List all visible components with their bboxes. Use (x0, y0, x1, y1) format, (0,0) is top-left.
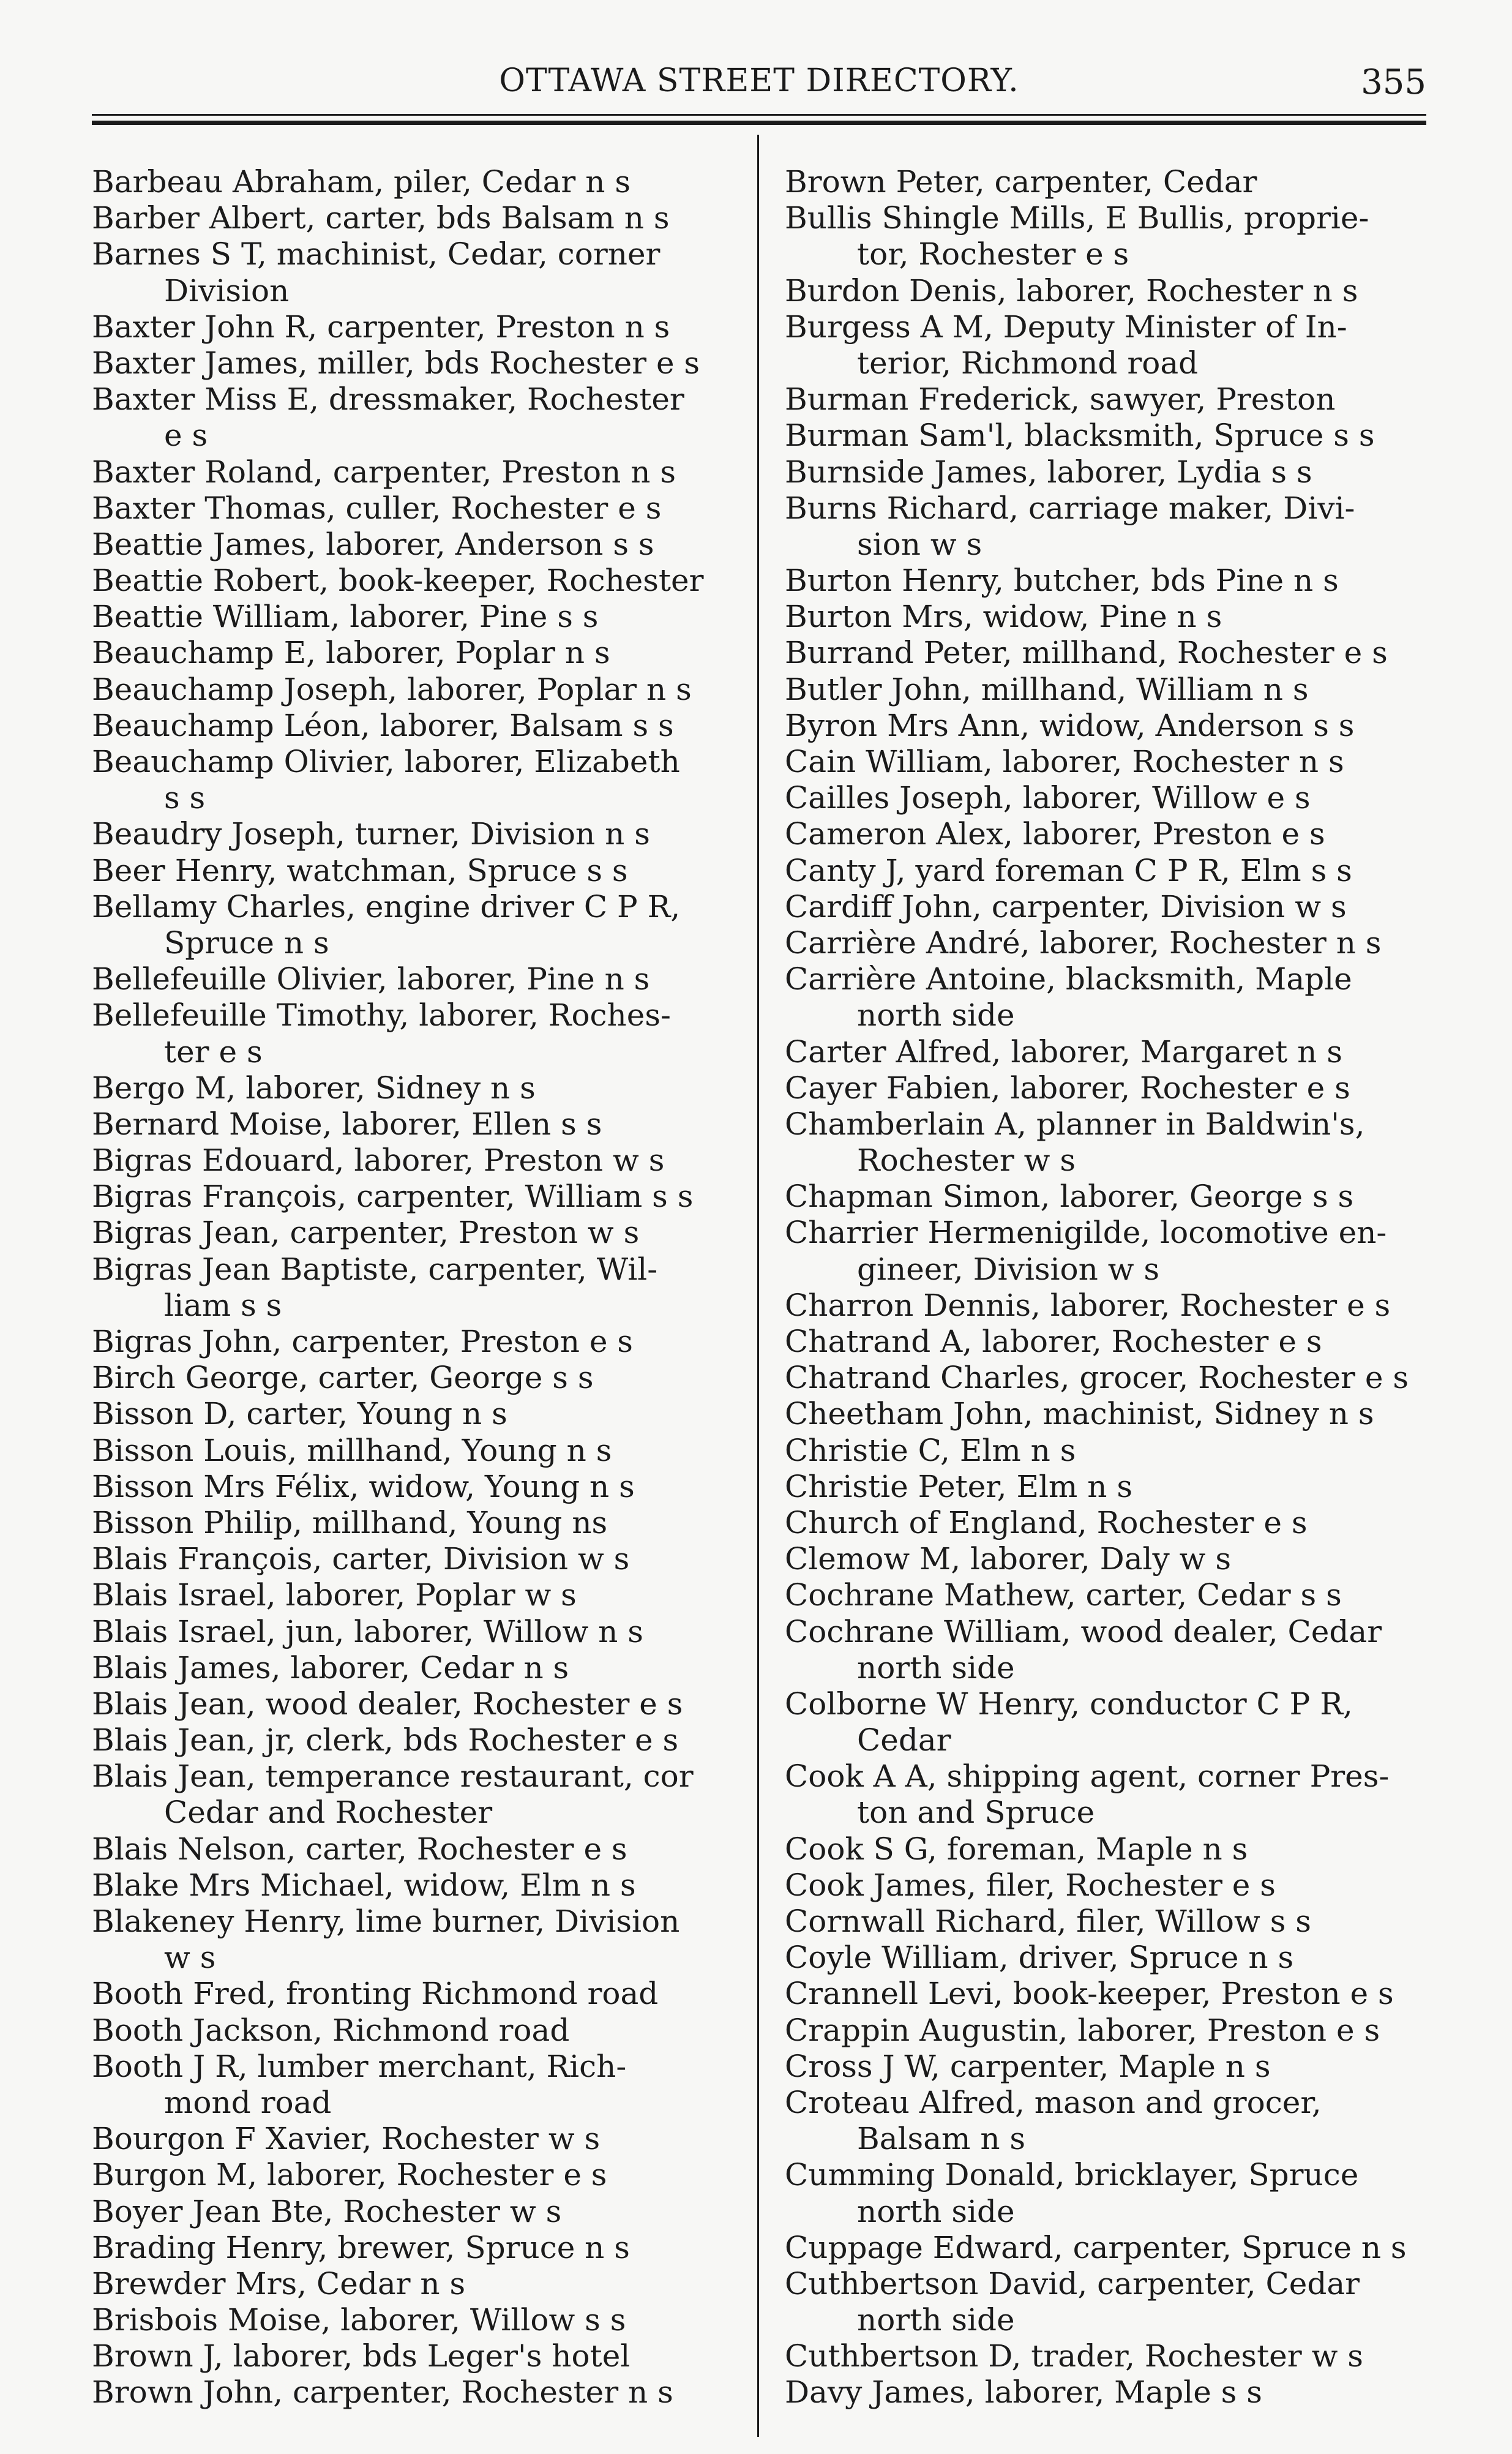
directory-entry-line: Burgess A M, Deputy Minister of In- (785, 309, 1347, 345)
directory-entry-line: Beattie William, laborer, Pine s s (92, 599, 599, 635)
entry-continuation-line: north side (857, 1649, 1015, 1686)
directory-entry-line: Brown Peter, carpenter, Cedar (785, 164, 1257, 200)
directory-entry-line: Cornwall Richard, filer, Willow s s (785, 1904, 1311, 1939)
directory-entry-line: Bernard Moise, laborer, Ellen s s (92, 1106, 602, 1142)
directory-entry-line: Brown J, laborer, bds Leger's hotel (92, 2338, 631, 2374)
directory-entry-line: Cailles Joseph, laborer, Willow e s (785, 780, 1311, 816)
directory-entry-line: Coyle William, driver, Spruce n s (785, 1940, 1294, 1976)
directory-entry-line: Barbeau Abraham, piler, Cedar n s (92, 164, 631, 200)
directory-entry-line: Burgon M, laborer, Rochester e s (92, 2157, 607, 2193)
directory-entry-line: Burrand Peter, millhand, Rochester e s (785, 635, 1388, 671)
entry-continuation-line: north side (857, 2193, 1015, 2229)
directory-entry-line: Baxter James, miller, bds Rochester e s (92, 345, 700, 381)
directory-entry-line: Beattie James, laborer, Anderson s s (92, 526, 654, 562)
directory-entry-line: Burman Sam'l, blacksmith, Spruce s s (785, 418, 1375, 454)
directory-entry-line: Blais James, laborer, Cedar n s (92, 1649, 569, 1686)
directory-entry-line: Baxter John R, carpenter, Preston n s (92, 309, 670, 345)
entry-continuation-line: w s (164, 1940, 216, 1976)
directory-entry-line: Bigras Jean, carpenter, Preston w s (92, 1215, 640, 1251)
directory-entry-line: Beer Henry, watchman, Spruce s s (92, 852, 628, 888)
entry-continuation-line: ton and Spruce (857, 1795, 1095, 1831)
directory-entry-line: Cuppage Edward, carpenter, Spruce n s (785, 2229, 1407, 2265)
directory-entry-line: Burton Mrs, widow, Pine n s (785, 599, 1222, 635)
entry-continuation-line: terior, Richmond road (857, 345, 1199, 381)
directory-entry-line: Cook James, filer, Rochester e s (785, 1867, 1276, 1903)
entry-continuation-line: north side (857, 997, 1015, 1034)
header-rule-thin (92, 114, 1426, 116)
directory-entry-line: Burton Henry, butcher, bds Pine n s (785, 563, 1339, 599)
directory-entry-line: Burnside James, laborer, Lydia s s (785, 454, 1312, 490)
directory-entry-line: Bellefeuille Olivier, laborer, Pine n s (92, 961, 650, 997)
entry-continuation-line: e s (164, 418, 208, 454)
directory-entry-line: Cuthbertson David, carpenter, Cedar (785, 2265, 1360, 2302)
directory-entry-line: Birch George, carter, George s s (92, 1360, 594, 1396)
directory-entry-line: Cuthbertson D, trader, Rochester w s (785, 2338, 1363, 2374)
directory-entry-line: Blais Jean, wood dealer, Rochester e s (92, 1686, 683, 1722)
directory-entry-line: Bigras François, carpenter, William s s (92, 1179, 694, 1215)
running-title: OTTAWA STREET DIRECTORY. (499, 62, 1019, 99)
entry-continuation-line: Balsam n s (857, 2121, 1026, 2157)
directory-entry-line: Bourgon F Xavier, Rochester w s (92, 2121, 601, 2157)
directory-entry-line: Beaudry Joseph, turner, Division n s (92, 816, 650, 852)
directory-entry-line: Beauchamp Léon, laborer, Balsam s s (92, 707, 674, 743)
directory-entry-line: Bisson Mrs Félix, widow, Young n s (92, 1468, 635, 1504)
directory-entry-line: Barber Albert, carter, bds Balsam n s (92, 200, 670, 236)
directory-entry-line: Barnes S T, machinist, Cedar, corner (92, 236, 661, 272)
directory-entry-line: Blais Nelson, carter, Rochester e s (92, 1831, 627, 1867)
directory-entry-line: Clemow M, laborer, Daly w s (785, 1541, 1232, 1577)
directory-entry-line: Colborne W Henry, conductor C P R, (785, 1686, 1353, 1722)
directory-entry-line: Booth Fred, fronting Richmond road (92, 1976, 659, 2012)
page-header (92, 56, 1426, 105)
entry-continuation-line: gineer, Division w s (857, 1251, 1160, 1287)
entry-continuation-line: Division (164, 272, 290, 309)
directory-entry-line: Chatrand Charles, grocer, Rochester e s (785, 1360, 1409, 1396)
directory-entry-line: Beattie Robert, book-keeper, Rochester (92, 563, 704, 599)
header-rule-thick (92, 121, 1426, 125)
directory-entry-line: Blais François, carter, Division w s (92, 1541, 630, 1577)
entry-continuation-line: s s (164, 780, 206, 816)
entry-continuation-line: mond road (164, 2084, 332, 2120)
directory-entry-line: Brisbois Moise, laborer, Willow s s (92, 2302, 626, 2338)
directory-entry-line: Church of England, Rochester e s (785, 1504, 1308, 1540)
directory-entry-line: Carrière Antoine, blacksmith, Maple (785, 961, 1352, 997)
directory-entry-line: Cook S G, foreman, Maple n s (785, 1831, 1248, 1867)
directory-entry-line: Bisson D, carter, Young n s (92, 1396, 507, 1432)
directory-entry-line: Beauchamp Joseph, laborer, Poplar n s (92, 671, 692, 707)
directory-entry-line: Croteau Alfred, mason and grocer, (785, 2084, 1322, 2120)
directory-entry-line: Blais Jean, jr, clerk, bds Rochester e s (92, 1722, 679, 1758)
left-column (92, 164, 735, 2411)
directory-entry-line: Cayer Fabien, laborer, Rochester e s (785, 1070, 1350, 1106)
directory-entry-line: Brown John, carpenter, Rochester n s (92, 2374, 673, 2411)
directory-entry-line: Burdon Denis, laborer, Rochester n s (785, 272, 1358, 309)
directory-entry-line: Blais Israel, jun, laborer, Willow n s (92, 1613, 643, 1649)
directory-entry-line: Bullis Shingle Mills, E Bullis, proprie- (785, 200, 1369, 236)
directory-entry-line: Charron Dennis, laborer, Rochester e s (785, 1287, 1391, 1323)
directory-entry-line: Byron Mrs Ann, widow, Anderson s s (785, 707, 1355, 743)
entry-continuation-line: ter e s (164, 1034, 263, 1070)
directory-entry-line: Carrière André, laborer, Rochester n s (785, 925, 1382, 961)
directory-entry-line: Butler John, millhand, William n s (785, 671, 1309, 707)
directory-entry-line: Canty J, yard foreman C P R, Elm s s (785, 852, 1352, 888)
directory-entry-line: Cameron Alex, laborer, Preston e s (785, 816, 1325, 852)
directory-entry-line: Blais Israel, laborer, Poplar w s (92, 1577, 577, 1613)
directory-entry-line: Cumming Donald, bricklayer, Spruce (785, 2157, 1359, 2193)
directory-entry-line: Baxter Roland, carpenter, Preston n s (92, 454, 676, 490)
directory-entry-line: Davy James, laborer, Maple s s (785, 2374, 1262, 2411)
directory-entry-line: Bisson Philip, millhand, Young ns (92, 1504, 608, 1540)
page-number: 355 (1361, 62, 1426, 102)
directory-entry-line: Bellefeuille Timothy, laborer, Roches- (92, 997, 671, 1034)
directory-entry-line: Crannell Levi, book-keeper, Preston e s (785, 1976, 1394, 2012)
directory-entry-line: Cochrane William, wood dealer, Cedar (785, 1613, 1382, 1649)
directory-entry-line: Beauchamp Olivier, laborer, Elizabeth (92, 744, 680, 779)
directory-entry-line: Booth Jackson, Richmond road (92, 2012, 570, 2048)
directory-entry-line: Burns Richard, carriage maker, Divi- (785, 490, 1355, 526)
directory-entry-line: Bigras Jean Baptiste, carpenter, Wil- (92, 1251, 658, 1287)
directory-entry-line: Cardiff John, carpenter, Division w s (785, 888, 1347, 925)
directory-entry-line: Bellamy Charles, engine driver C P R, (92, 888, 681, 925)
directory-entry-line: Boyer Jean Bte, Rochester w s (92, 2193, 562, 2229)
directory-entry-line: Charrier Hermenigilde, locomotive en- (785, 1215, 1387, 1251)
directory-entry-line: Christie C, Elm n s (785, 1432, 1076, 1468)
directory-entry-line: Burman Frederick, sawyer, Preston (785, 381, 1336, 418)
directory-entry-line: Cook A A, shipping agent, corner Pres- (785, 1758, 1390, 1795)
right-column (785, 164, 1434, 2411)
directory-entry-line: Cross J W, carpenter, Maple n s (785, 2048, 1271, 2084)
directory-entry-line: Crappin Augustin, laborer, Preston e s (785, 2012, 1380, 2048)
directory-entry-line: Cochrane Mathew, carter, Cedar s s (785, 1577, 1342, 1613)
entry-continuation-line: Spruce n s (164, 925, 329, 961)
directory-entry-line: Cain William, laborer, Rochester n s (785, 744, 1344, 779)
directory-entry-line: Cheetham John, machinist, Sidney n s (785, 1396, 1374, 1432)
directory-entry-line: Christie Peter, Elm n s (785, 1468, 1132, 1504)
directory-entry-line: Bigras John, carpenter, Preston e s (92, 1324, 633, 1359)
directory-entry-line: Booth J R, lumber merchant, Rich- (92, 2048, 627, 2084)
directory-entry-line: Chamberlain A, planner in Baldwin's, (785, 1106, 1365, 1142)
directory-entry-line: Carter Alfred, laborer, Margaret n s (785, 1034, 1342, 1070)
directory-entry-line: Bigras Edouard, laborer, Preston w s (92, 1143, 665, 1179)
directory-entry-line: Chapman Simon, laborer, George s s (785, 1179, 1354, 1215)
directory-entry-line: Baxter Thomas, culler, Rochester e s (92, 490, 662, 526)
directory-entry-line: Chatrand A, laborer, Rochester e s (785, 1324, 1322, 1359)
directory-entry-line: Blake Mrs Michael, widow, Elm n s (92, 1867, 636, 1903)
directory-entry-line: Bergo M, laborer, Sidney n s (92, 1070, 536, 1106)
entry-continuation-line: Cedar and Rochester (164, 1795, 493, 1831)
entry-continuation-line: tor, Rochester e s (857, 236, 1129, 272)
entry-continuation-line: north side (857, 2302, 1015, 2338)
column-divider (757, 135, 759, 2437)
directory-entry-line: Blakeney Henry, lime burner, Division (92, 1904, 680, 1939)
entry-continuation-line: sion w s (857, 526, 982, 562)
directory-entry-line: Brading Henry, brewer, Spruce n s (92, 2229, 630, 2265)
directory-entry-line: Brewder Mrs, Cedar n s (92, 2265, 466, 2302)
directory-entry-line: Bisson Louis, millhand, Young n s (92, 1432, 612, 1468)
directory-entry-line: Beauchamp E, laborer, Poplar n s (92, 635, 610, 671)
entry-continuation-line: Cedar (857, 1722, 951, 1758)
directory-entry-line: Baxter Miss E, dressmaker, Rochester (92, 381, 684, 418)
entry-continuation-line: Rochester w s (857, 1143, 1076, 1179)
entry-continuation-line: liam s s (164, 1287, 282, 1323)
directory-entry-line: Blais Jean, temperance restaurant, cor (92, 1758, 694, 1795)
